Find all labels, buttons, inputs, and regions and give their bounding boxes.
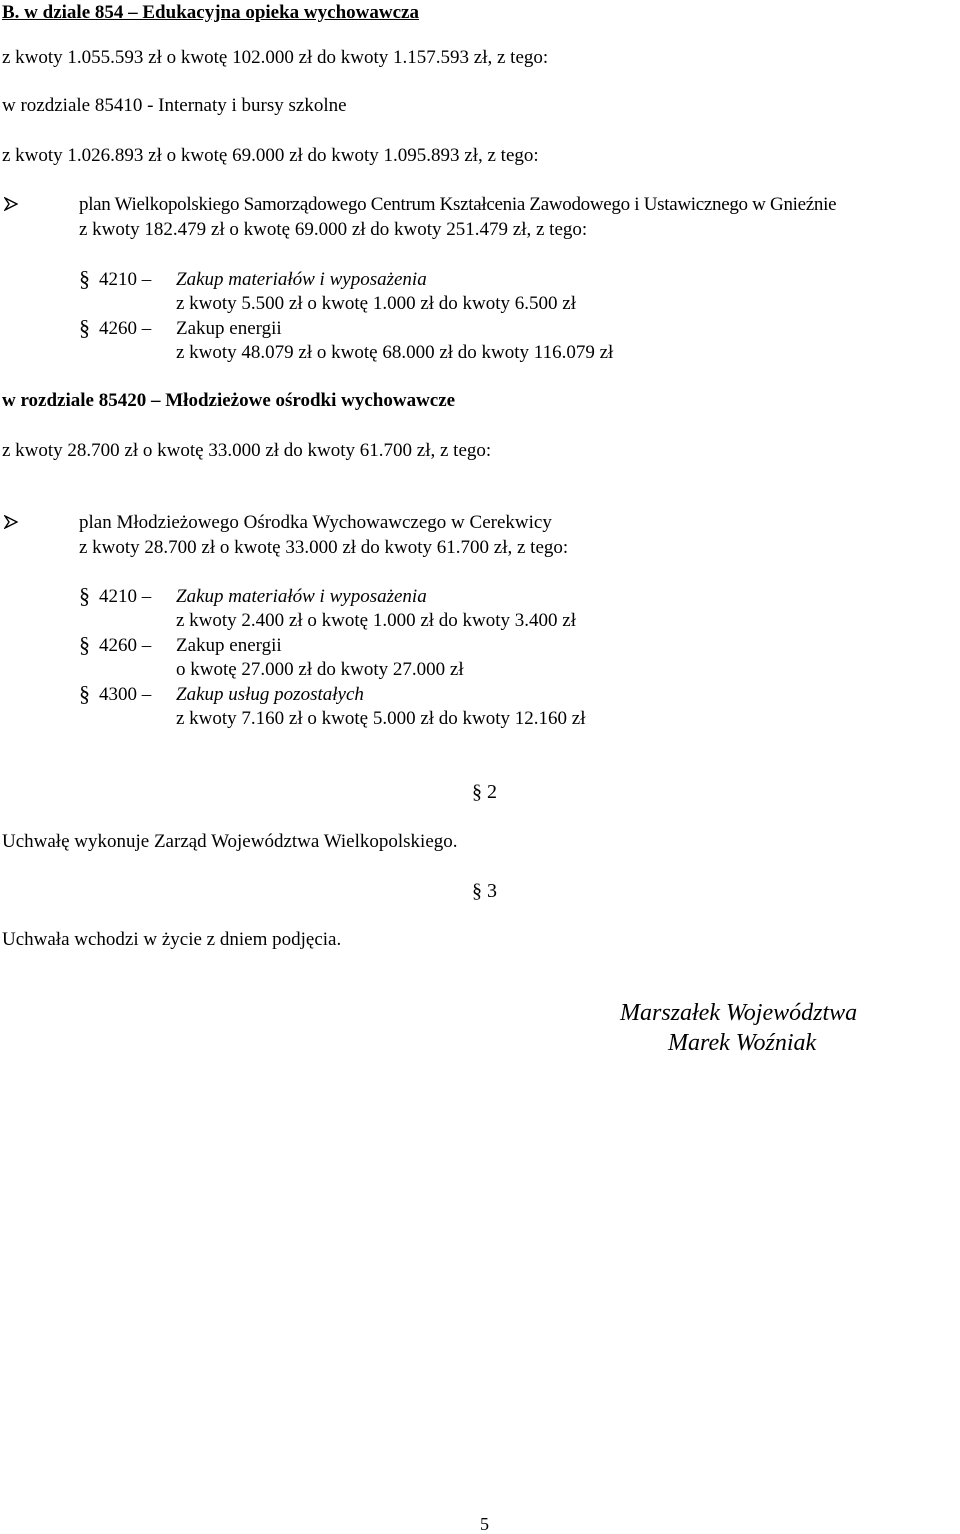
rozdzial-85420-amount: z kwoty 28.700 zł o kwotę 33.000 zł do kwoty 61.700 zł, z tego: (2, 440, 492, 461)
item-amount: z kwoty 7.160 zł o kwotę 5.000 zł do kwoty 12.160 zł (176, 708, 586, 729)
item-name: Zakup materiałów i wyposażenia (176, 269, 427, 290)
paragraph-mark-3: § 3 (472, 880, 497, 902)
paragraph-2-text: Uchwałę wykonuje Zarząd Województwa Wielkopolskiego. (2, 831, 458, 852)
item-name: Zakup energii (176, 635, 282, 656)
item-amount: z kwoty 2.400 zł o kwotę 1.000 zł do kwoty 3.400 zł (176, 610, 577, 631)
section-mark: § (79, 266, 90, 291)
rozdzial-85410-amount: z kwoty 1.026.893 zł o kwotę 69.000 zł do kwoty 1.095.893 zł, z tego: (2, 145, 539, 166)
section-title-text: B. w dziale 854 – Edukacyjna opieka wychowawcza (2, 2, 419, 23)
rozdzial-85420-title: w rozdziale 85420 – Młodzieżowe ośrodki wychowawcze (2, 390, 456, 411)
item-amount: z kwoty 5.500 zł o kwotę 1.000 zł do kwoty 6.500 zł (176, 293, 577, 314)
item-code: 4260 – (99, 635, 152, 656)
section-mark: § (79, 632, 90, 657)
item-amount: o kwotę 27.000 zł do kwoty 27.000 zł (176, 659, 464, 680)
item-amount: z kwoty 48.079 zł o kwotę 68.000 zł do kwoty 116.079 zł (176, 342, 614, 363)
section-title (2, 3, 419, 22)
plan-85410-line2: z kwoty 182.479 zł o kwotę 69.000 zł do kwoty 251.479 zł, z tego: (79, 219, 588, 240)
paragraph-3-text: Uchwała wchodzi w życie z dniem podjęcia. (2, 929, 342, 950)
section-mark: § (79, 583, 90, 608)
signature-title: Marszałek Województwa (620, 1000, 858, 1026)
item-code: 4300 – (99, 684, 152, 705)
arrow-bullet-icon (4, 197, 18, 211)
paragraph-mark-2: § 2 (472, 781, 497, 803)
item-name: Zakup materiałów i wyposażenia (176, 586, 427, 607)
rozdzial-85410-title: w rozdziale 85410 - Internaty i bursy szkolne (2, 95, 347, 116)
page-number: 5 (480, 1514, 489, 1534)
item-code: 4210 – (99, 269, 152, 290)
item-name: Zakup energii (176, 318, 282, 339)
section-mark: § (79, 315, 90, 340)
plan-85410-line1: plan Wielkopolskiego Samorządowego Centrum Kształcenia Zawodowego i Ustawicznego w Gnieźnie (79, 194, 837, 215)
plan-85420-line1: plan Młodzieżowego Ośrodka Wychowawczego w Cerekwicy (79, 512, 552, 533)
item-code: 4210 – (99, 586, 152, 607)
item-name: Zakup usług pozostałych (176, 684, 364, 705)
section-mark: § (79, 681, 90, 706)
section-amount: z kwoty 1.055.593 zł o kwotę 102.000 zł do kwoty 1.157.593 zł, z tego: (2, 47, 549, 68)
arrow-bullet-icon (4, 515, 18, 529)
item-code: 4260 – (99, 318, 152, 339)
signature-name: Marek Woźniak (668, 1030, 817, 1056)
plan-85420-line2: z kwoty 28.700 zł o kwotę 33.000 zł do kwoty 61.700 zł, z tego: (79, 537, 569, 558)
